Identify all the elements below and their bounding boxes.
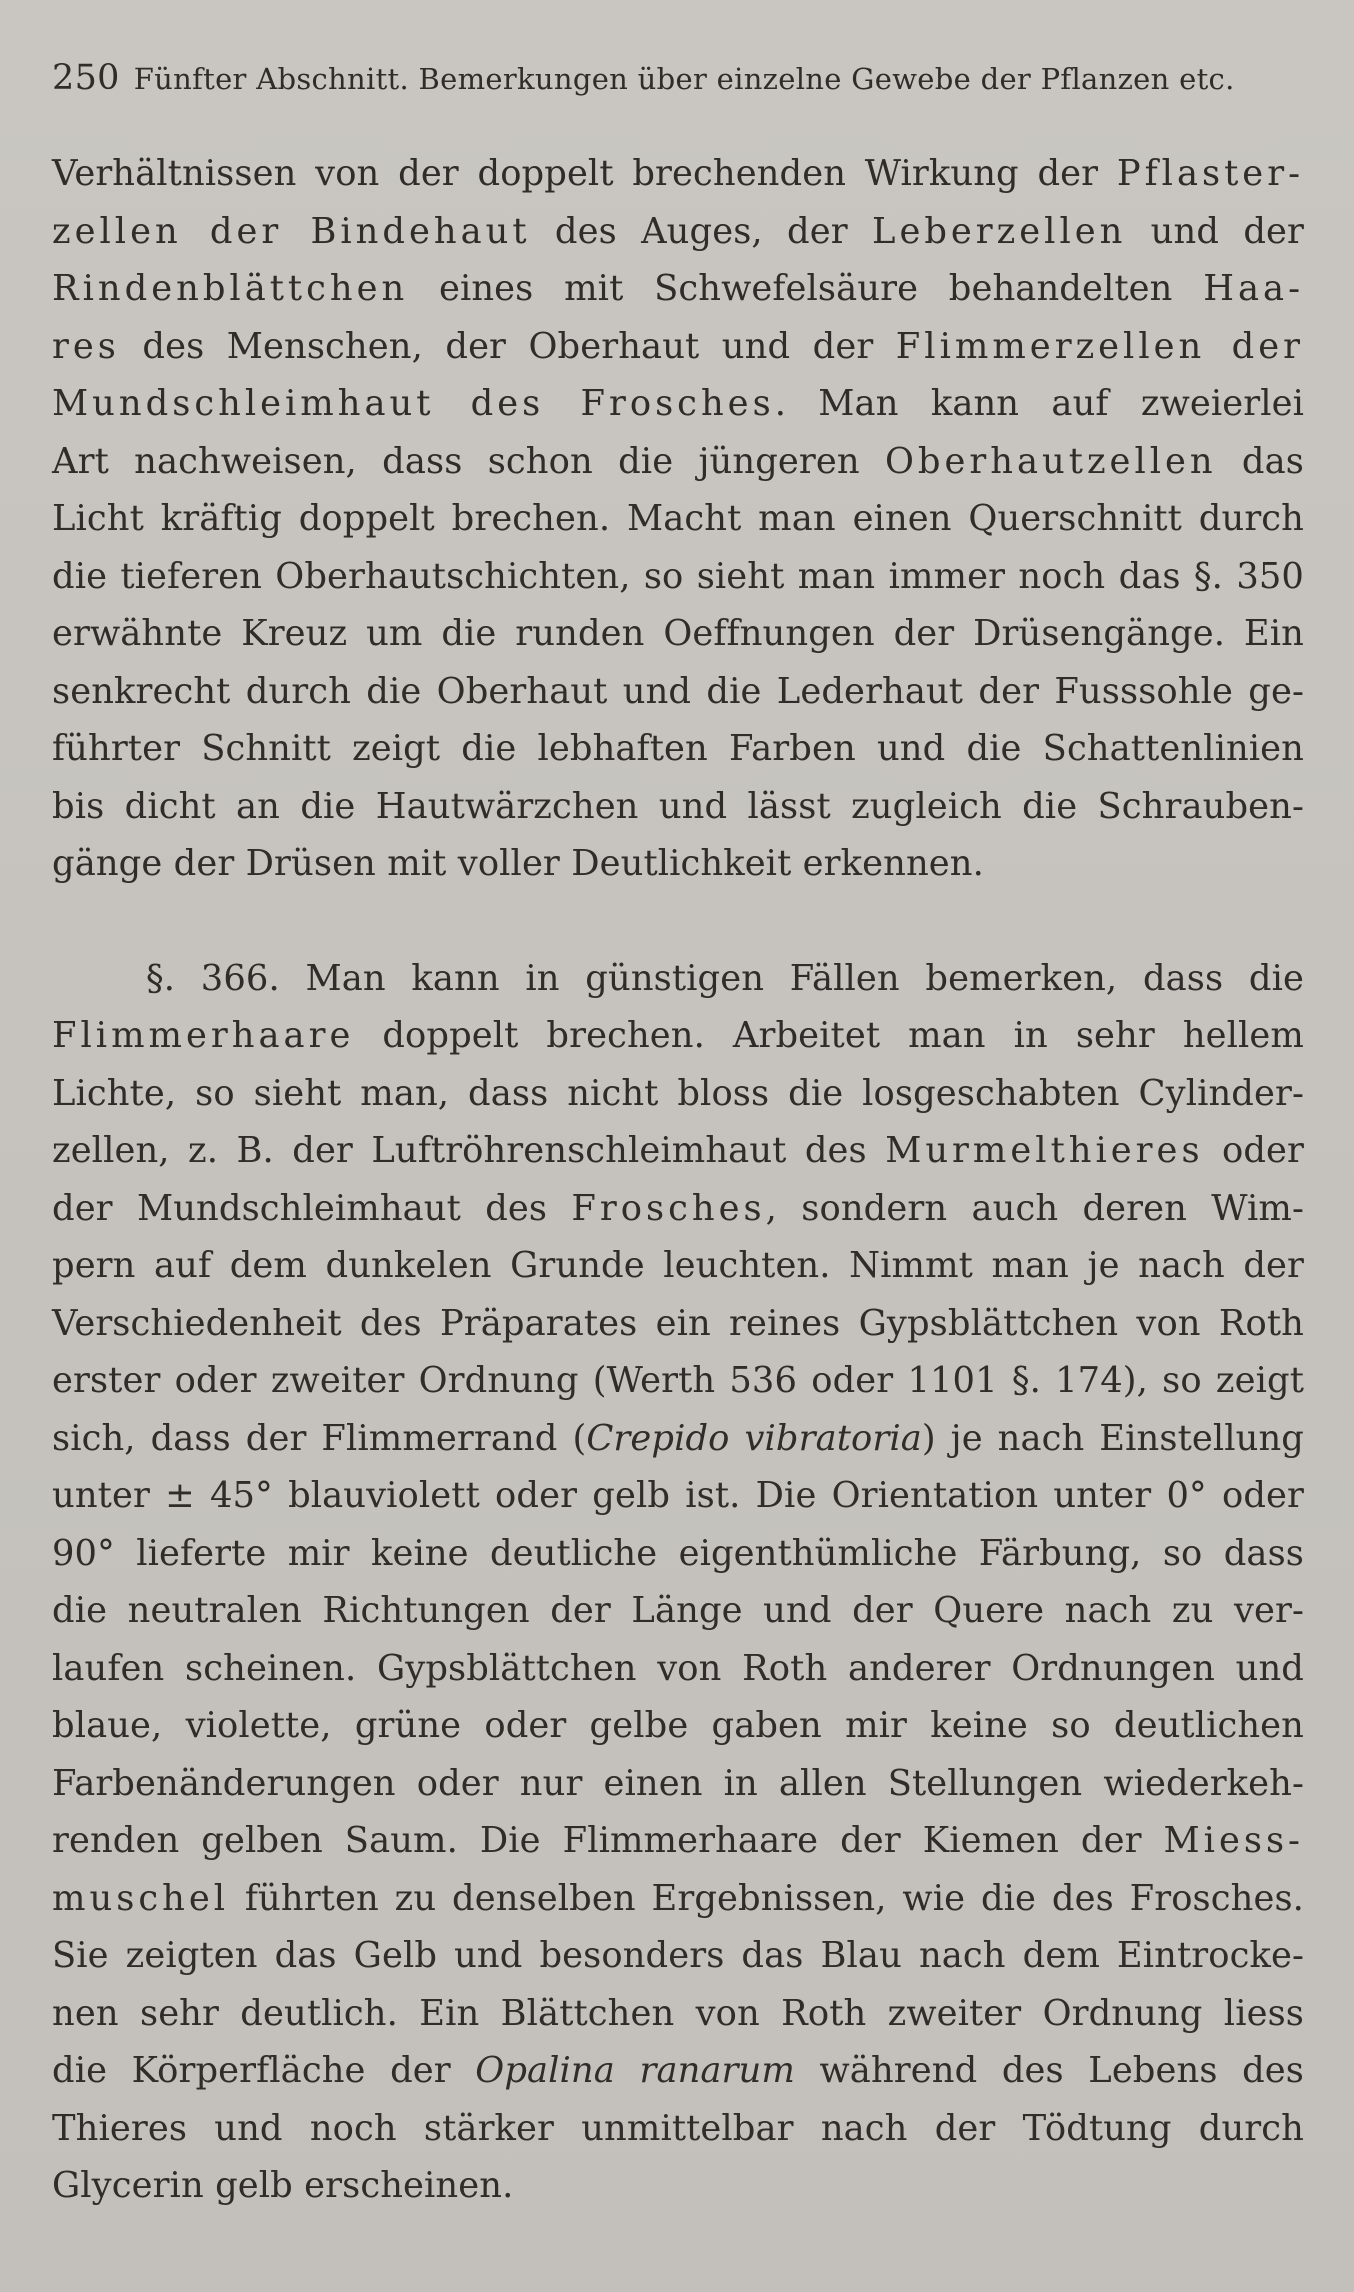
text-segment: Art nachweisen, dass schon die jüngeren [52,440,885,482]
spaced-emphasis: Leberzellen [872,210,1127,252]
text-segment: bis dicht an die Hautwärzchen und lässt zugleich die Schrauben- [52,785,1304,827]
text-line [52,1352,1304,1410]
spaced-emphasis: Rindenblättchen [52,268,409,309]
spaced-emphasis: Flimmerzellen der [895,325,1304,367]
body-text [52,145,1304,2215]
text-line [52,1697,1304,1755]
text-line [52,1007,1304,1065]
text-segment: unter ± 45° blauviolett oder gelb ist. Die Orientation unter 0° oder [52,1475,1304,1516]
italic-term: Crepido vibratoria [586,1417,922,1459]
text-line [52,950,1304,1008]
text-segment: des Auges, der [530,210,872,252]
text-segment: renden gelben Saum. Die Flimmerhaare der Kiemen der [52,1820,1164,1861]
text-segment: der Mundschleimhaut des [52,1187,572,1229]
running-head [52,58,1304,99]
text-line [52,1525,1304,1583]
text-segment: , sondern auch deren Wim- [765,1187,1304,1229]
text-line [52,1985,1304,2043]
text-line [52,1065,1304,1123]
text-line [52,1927,1304,1985]
text-line [52,260,1304,318]
spaced-emphasis: muschel [52,1877,229,1919]
text-segment: §. 366. Man kann in günstigen Fällen bemerken, dass die [146,957,1304,999]
text-segment: sich, dass der Flimmerrand ( [52,1417,587,1459]
spaced-emphasis: Pflaster- [1116,153,1304,194]
spaced-emphasis: Miess- [1163,1820,1304,1861]
text-segment: und der [1126,210,1304,252]
spaced-emphasis: Murmelthieres [885,1130,1204,1171]
text-segment: zellen, z. B. der Luftröhrenschleimhaut des [52,1130,886,1171]
spaced-emphasis: Frosches [571,1187,766,1229]
text-segment: pern auf dem dunkelen Grunde leuchten. Nimmt man je nach der [52,1245,1304,1286]
running-head-title: Fünfter Abschnitt. Bemerkungen über einzelne Gewebe der Pflanzen etc. [133,62,1235,96]
text-segment: die tieferen Oberhautschichten, so sieht man immer noch das §. 350 [52,555,1304,597]
text-line [52,2042,1304,2100]
text-segment: Farbenänderungen oder nur einen in allen Stellungen wiederkeh- [52,1762,1304,1804]
text-line [52,1755,1304,1813]
spaced-emphasis: res [52,325,120,367]
text-segment: Licht kräftig doppelt brechen. Macht man einen Querschnitt durch [52,498,1304,539]
paragraph [52,950,1304,2215]
text-line [52,145,1304,203]
spaced-emphasis: Oberhautzellen [884,440,1217,482]
text-segment: Verschiedenheit des Präparates ein reines Gypsblättchen von Roth [52,1302,1304,1344]
text-line [52,1812,1304,1870]
spaced-emphasis: Mundschleimhaut des Frosches [52,383,775,424]
text-line [52,433,1304,491]
text-line [52,1640,1304,1698]
text-segment: die Körperfläche der [52,2050,476,2091]
text-segment: Glycerin gelb erscheinen. [52,2165,514,2206]
text-line [52,1870,1304,1928]
text-segment: eines mit Schwefelsäure behandelten [408,268,1204,309]
text-segment: erwähnte Kreuz um die runden Oeffnungen der Drüsengänge. Ein [52,613,1304,654]
text-line [52,605,1304,663]
text-segment: blaue, violette, grüne oder gelbe gaben mir keine so deutlichen [52,1705,1304,1746]
text-segment: während des Lebens des [794,2050,1304,2091]
text-segment: führten zu denselben Ergebnissen, wie die des Frosches. [229,1877,1304,1919]
text-segment: laufen scheinen. Gypsblättchen von Roth anderer Ordnungen und [52,1647,1304,1689]
text-line [52,548,1304,606]
text-line [52,835,1304,893]
text-segment: die neutralen Richtungen der Länge und der Quere nach zu ver- [52,1590,1304,1631]
text-segment: Lichte, so sieht man, dass nicht bloss die losgeschabten Cylinder- [52,1072,1304,1114]
text-segment: . Man kann auf zweierlei [774,383,1304,424]
text-segment: erster oder zweiter Ordnung (Werth 536 oder 1101 §. 174), so zeigt [52,1360,1304,1401]
text-line [52,2157,1304,2215]
text-line [52,720,1304,778]
text-line [52,1295,1304,1353]
spaced-emphasis: Haa- [1203,268,1304,309]
text-segment: oder [1203,1130,1304,1171]
text-segment: 90° lieferte mir keine deutliche eigenthümliche Färbung, so dass [52,1532,1304,1574]
text-segment: ) je nach Einstellung [921,1417,1304,1459]
text-segment: nen sehr deutlich. Ein Blättchen von Roth zweiter Ordnung liess [52,1992,1304,2034]
text-line [52,1180,1304,1238]
text-segment: gänge der Drüsen mit voller Deutlichkeit erkennen. [52,843,984,884]
text-line [52,1410,1304,1468]
paragraph [52,145,1304,893]
text-line [52,375,1304,433]
text-segment: Sie zeigten das Gelb und besonders das Blau nach dem Eintrocke- [52,1935,1304,1976]
spaced-emphasis: Flimmerhaare [52,1015,355,1056]
italic-term: Opalina ranarum [475,2050,795,2091]
spaced-emphasis: zellen der Bindehaut [52,210,531,252]
text-line [52,2100,1304,2158]
text-segment: senkrecht durch die Oberhaut und die Lederhaut der Fusssohle ge- [52,670,1304,712]
text-line [52,663,1304,721]
text-segment: des Menschen, der Oberhaut und der [119,325,896,367]
page-number: 250 [52,58,120,98]
text-line [52,318,1304,376]
text-line [52,1467,1304,1525]
text-segment: Verhältnissen von der doppelt brechenden Wirkung der [52,153,1117,194]
text-line [52,778,1304,836]
text-line [52,1122,1304,1180]
text-segment: das [1216,440,1304,482]
text-segment: Thieres und noch stärker unmittelbar nach der Tödtung durch [52,2107,1304,2149]
text-line [52,1237,1304,1295]
text-line [52,203,1304,261]
text-segment: führter Schnitt zeigt die lebhaften Farben und die Schattenlinien [52,728,1304,769]
text-segment: doppelt brechen. Arbeitet man in sehr hellem [354,1015,1304,1056]
text-line [52,1582,1304,1640]
text-line [52,490,1304,548]
